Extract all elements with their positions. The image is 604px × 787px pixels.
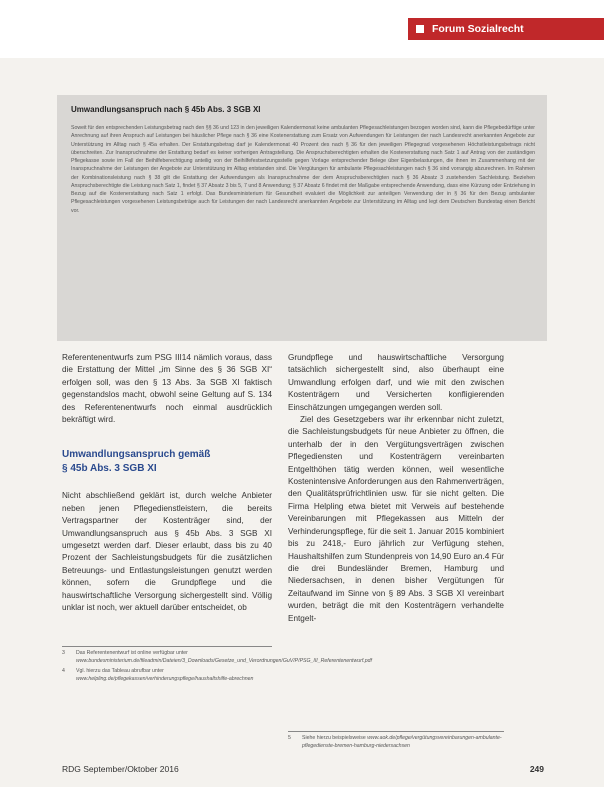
section-label-bar: [408, 18, 604, 40]
page-number: 249: [529, 764, 544, 774]
footnote-link[interactable]: www.helpling.de/pflegekassen/verhinderungspflege/haushaltshilfe-abrechnen: [76, 675, 254, 682]
footnote-text: Vgl. hierzu das Tableau abrufbar unter: [76, 668, 164, 675]
right-paragraph-2: Ziel des Gesetzgebers war ihr erkennbar nicht zuletzt, die Sachleistungsbudgets für neue Anbieter zu öffnen, die unterhalb der in den Vergütungsverträgen zwischen Pflegediensten und Kostenträgern vereinbarten Entgelthöhen tätig werden können, weil wesentliche Kostenintensive Anforderungen aus den Rahmenverträgen, den Qualitätsprüfrichtlinien usw. für sie nicht gelten. Die Firma Helpling etwa bietet mit Verweis auf bestehende Vereinbarungen mit Pflegekassen aus Mitteln der Verhinderungspflege, für die seit 1. Januar 2015 kombiniert bis zu 2418,- Euro jährlich zur Verfügung stehen, Haushaltshilfen zum Stundenpreis von 14,90 Euro an.4 Für die drei Bundesländer Bremen, Hamburg und Niedersachsen, in denen bisher Vergütungen für Zeitaufwand im Sinne von § 89 Abs. 3 SGB XI vereinbart wurden, beträgt die mit den Kostenträgern verhandelte Entgelt-: [288, 415, 504, 623]
journal-issue: RDG September/Oktober 2016: [62, 764, 179, 774]
footnote: [62, 668, 272, 683]
footnotes-left: [62, 646, 372, 686]
section-label: Forum Sozialrecht: [432, 23, 524, 35]
box-body: Soweit für den entsprechenden Leistungsbetrag nach den §§ 36 und 123 in den jeweiligen Kalendermonat keine ambulanten Pflegesachleistungen bezogen worden sind, kann die Pflegebedürftige unter Anrechnung auf ihren Anspruch auf Leistungen bei häuslicher Pflege nach § 36 eine Kostenerstattung zum Ersatz von Aufwendungen für Leistungen der nach Landesrecht anerkannten Angebote zur Unterstützung im Alltag nach § 45a erhalten. Der Erstattungsbetrag darf je Kalendermonat 40 Prozent des nach § 36 für den jeweiligen Pflegegrad vorgesehenen Höchstleistungsbetrags nicht überschreiten. Zur Inanspruchnahme der Erstattung bedarf es keiner vorherigen Antragstellung. Die Anspruchsberechtigten erhalten die Kostenerstattung nach Satz 1 auf Antrag von der zuständigen Pflegekasse sowie im Fall der Beihilfeberechtigung anteilig von der Beihilfefestsetzungsstelle gegen Vorlage entsprechender Belege über Eigenbelastungen, die ihnen im Zusammenhang mit der Inanspruchnahme der Leistungen der Angebote zur Unterstützung im Alltag entstanden sind. Die Vergütungen für ambulante Pflegesachleistungen nach § 36 sind vorrangig abzurechnen. Im Rahmen der Kombinationsleistung nach § 38 gilt die Erstattung der Aufwendungen als Inanspruchnahme der dem Anspruchsberechtigten nach § 36 Absatz 3 zustehenden Sachleistung. Beziehen Anspruchsberechtigte die Leistung nach Satz 1, findet § 37 Absatz 3 bis 5, 7 und 8 Anwendung; § 37 Absatz 6 findet mit der Maßgabe entsprechende Anwendung, dass eine Kürzung oder Entziehung in Bezug auf die Kostenerstattung nach Satz 1 erfolgt. Das Bundesministerium für Gesundheit evaluiert die Möglichkeit zur anteiligen Verwendung der in § 36 für den Bezug ambulanter Pflegesachleistungen vorgesehenen Leistungsbeträge auch für Leistungen der nach Landesrecht anerkannten Angebote zur Unterstützung im Alltag und legt dem Deutschen Bundestag einen Bericht vor.: [71, 125, 535, 214]
section-subheading: [62, 448, 272, 476]
subheading-line-2: § 45b Abs. 3 SGB XI: [62, 463, 157, 475]
page-header: [0, 0, 604, 58]
footnote: [288, 735, 504, 750]
footnote-number: 5: [288, 735, 291, 741]
right-column: [288, 352, 504, 625]
footnotes-right: [288, 731, 504, 753]
subheading-line-1: Umwandlungsanspruch gemäß: [62, 449, 211, 461]
square-bullet-icon: [416, 25, 424, 33]
footnote-link[interactable]: www.bundesministerium.de/fileadmin/Dateien/3_Downloads/Gesetze_und_Verordnungen/GuV/P/PSG_III_Referentenentwurf.pdf: [76, 657, 372, 664]
left-paragraph-1: Referentenentwurfs zum PSG III14 nämlich voraus, dass die Erstattung der Mittel „im Sinne des § 36 SGB XI“ erfolgen soll, was den § 13 Abs. 3a SGB XI faktisch gegenstandslos macht, obwohl seine Geltung auf S. 134 des Referentenentwurfs noch einmal ausdrücklich bekräftigt wird.: [62, 353, 272, 425]
footnote: [62, 650, 372, 665]
page-footer: [62, 764, 544, 774]
left-column: [62, 352, 272, 615]
footnote-link[interactable]: www.aok.de/pflege/vergütungsvereinbarungen-ambulante-pflegedienste-bremen-hamburg-niedersachsen: [302, 735, 502, 749]
footnote-text: Das Referentenentwurf ist online verfügbar unter: [76, 650, 188, 656]
left-paragraph-2: Nicht abschließend geklärt ist, durch welche Anbieter neben jenen Pflegedienstleistern, die bereits Vertragspartner der Kostenträger sind, der Umwandlungsanspruch aus § 45b Abs. 3 SGB XI umgesetzt werden darf. Dieser erlaubt, dass bis zu 40 Prozent der Sachleistungsbudgets für die zusätzlichen Betreuungs- und Entlastungsleistungen genutzt werden können, sofern die Grundpflege und die hauswirtschaftliche Versorgung sichergestellt sind. Völlig unklar ist noch, wer aktuell darüber entscheidet, ob: [62, 491, 272, 613]
box-title: Umwandlungsanspruch nach § 45b Abs. 3 SGB XI: [71, 105, 261, 114]
footnote-number: 4: [62, 668, 65, 675]
footnote-number: 3: [62, 650, 65, 656]
footnote-text: Siehe hierzu beispielsweise: [302, 735, 366, 741]
legal-text-box: [57, 95, 547, 341]
right-paragraph-1: Grundpflege und hauswirtschaftliche Versorgung tatsächlich sichergestellt sind, also überhaupt eine Umwandlung erfolgen darf, und wie mit den zwischen Kostenträgern und Versicherten konfligierenden Einschätzungen umgegangen werden soll.: [288, 353, 504, 412]
